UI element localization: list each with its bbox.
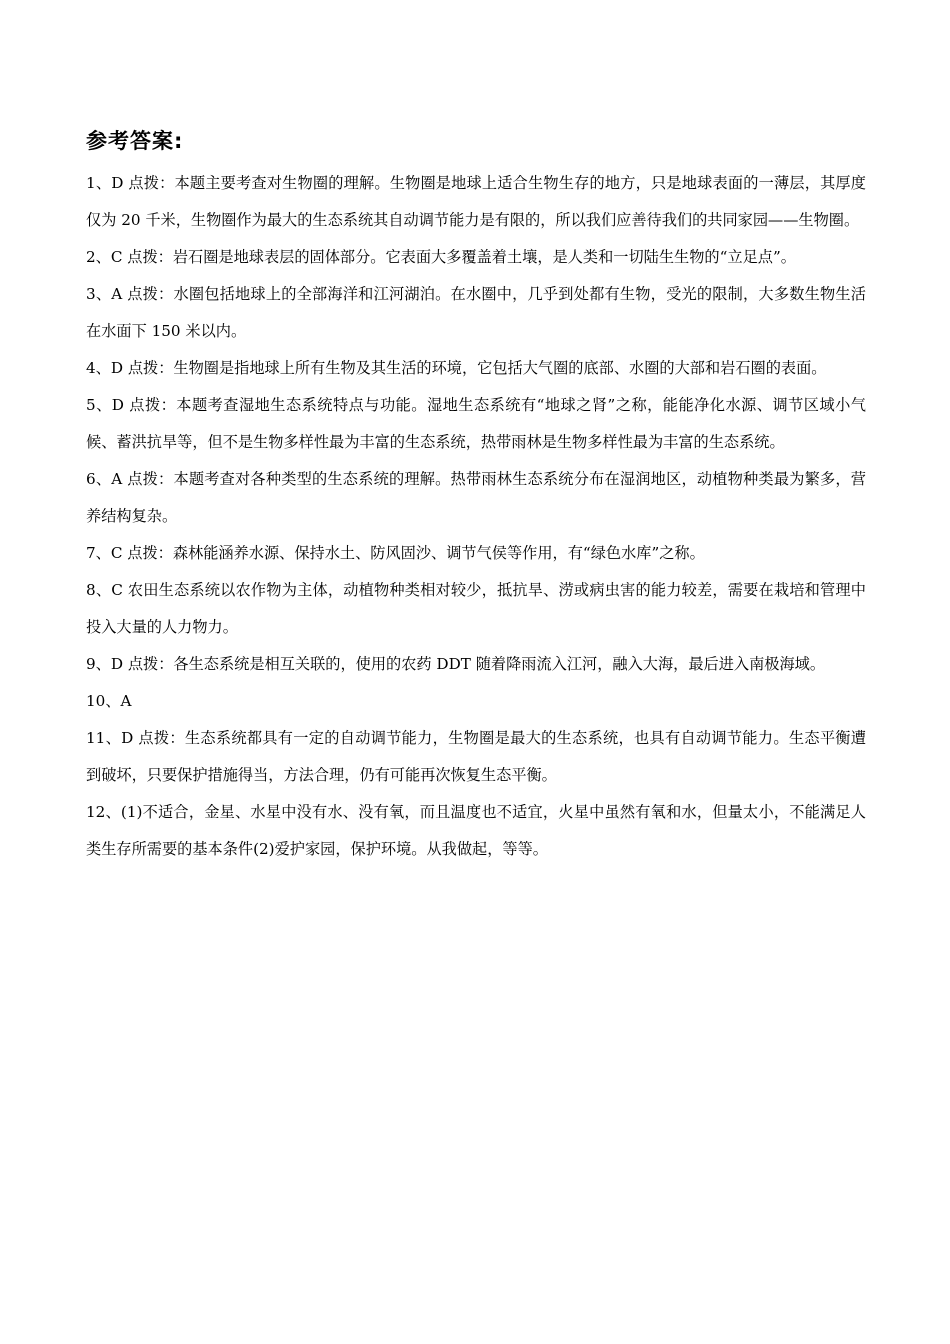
answer-12: 12、(1)不适合，金星、水星中没有水、没有氧，而且温度也不适宜，火星中虽然有氧和水，但量太小，不能满足人类生存所需要的基本条件(2)爱护家园，保护环境。从我做起，等等。 <box>86 803 866 858</box>
answer-5: 5、D 点拨：本题考查湿地生态系统特点与功能。湿地生态系统有“地球之肾”之称，能能净化水源、调节区域小气候、蓄洪抗旱等，但不是生物多样性最为丰富的生态系统，热带雨林是生物多样性最为丰富的生态系统。 <box>86 396 866 451</box>
answer-10: 10、A <box>86 692 132 710</box>
answer-section <box>86 125 866 868</box>
answer-9: 9、D 点拨：各生态系统是相互关联的，使用的农药 DDT 随着降雨流入江河，融入大海，最后进入南极海域。 <box>86 655 826 673</box>
page-title: 参考答案: <box>86 129 184 153</box>
answer-2: 2、C 点拨：岩石圈是地球表层的固体部分。它表面大多覆盖着土壤，是人类和一切陆生生物的“立足点”。 <box>86 248 796 266</box>
answer-1: 1、D 点拨：本题主要考查对生物圈的理解。生物圈是地球上适合生物生存的地方，只是地球表面的一薄层，其厚度仅为 20 千米，生物圈作为最大的生态系统其自动调节能力是有限的，所以我们应善待我们的共同家园——生物圈。 <box>86 174 866 229</box>
answer-8: 8、C 农田生态系统以农作物为主体，动植物种类相对较少，抵抗旱、涝或病虫害的能力较差，需要在栽培和管理中投入大量的人力物力。 <box>86 581 866 636</box>
answer-6: 6、A 点拨：本题考查对各种类型的生态系统的理解。热带雨林生态系统分布在湿润地区，动植物种类最为繁多，营养结构复杂。 <box>86 470 866 525</box>
answer-3: 3、A 点拨：水圈包括地球上的全部海洋和江河湖泊。在水圈中，几乎到处都有生物，受光的限制，大多数生物生活在水面下 150 米以内。 <box>86 285 866 340</box>
answer-4: 4、D 点拨：生物圈是指地球上所有生物及其生活的环境，它包括大气圈的底部、水圈的大部和岩石圈的表面。 <box>86 359 827 377</box>
answer-7: 7、C 点拨：森林能涵养水源、保持水土、防风固沙、调节气侯等作用，有“绿色水库”之称。 <box>86 544 705 562</box>
answer-11: 11、D 点拨：生态系统都具有一定的自动调节能力，生物圈是最大的生态系统，也具有自动调节能力。生态平衡遭到破坏，只要保护措施得当，方法合理，仍有可能再次恢复生态平衡。 <box>86 729 866 784</box>
